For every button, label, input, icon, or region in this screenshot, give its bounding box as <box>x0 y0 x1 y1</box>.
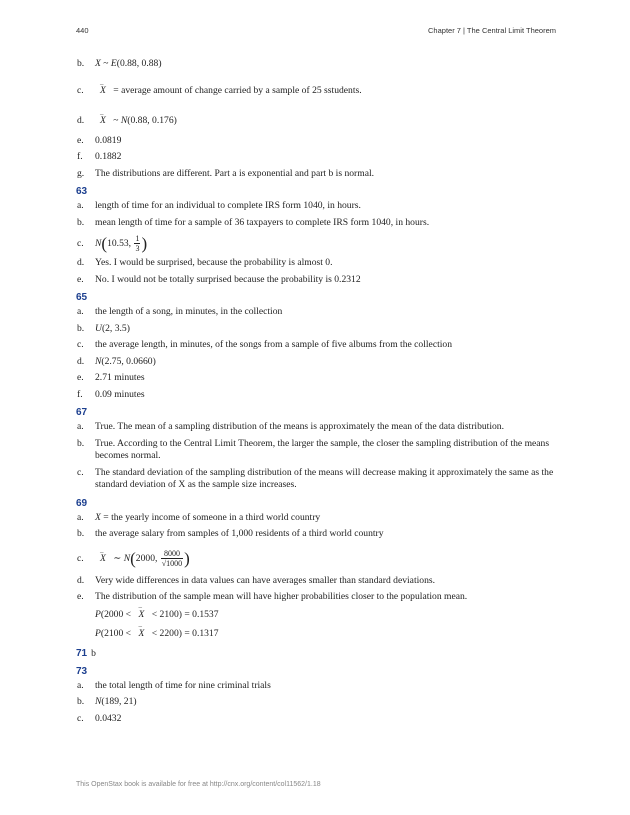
chapter-title: Chapter 7 | The Central Limit Theorem <box>428 26 556 35</box>
x-bar-symbol: – X <box>133 608 149 621</box>
answer-item: c. – X = average amount of change carried by a sample of 25 sstudents. <box>76 75 556 101</box>
answer-item: b. X ~ E(0.88, 0.88) <box>77 58 162 69</box>
answer-item: g. The distributions are different. Part a is exponential and part b is normal. <box>77 167 375 179</box>
answer-item: d. Yes. I would be surprised, because the probability is almost 0. <box>77 257 333 268</box>
x-bar-symbol: – X <box>95 111 111 131</box>
question-number: 71 b <box>76 647 96 659</box>
answer-item: b. True. According to the Central Limit Theorem, the larger the sample, the closer the sampling distribution of the means becomes normal. <box>77 437 550 461</box>
fraction: $\frac{1}{3}$ <box>135 234 140 254</box>
question-number: 65 <box>76 292 88 303</box>
answer-item: a. True. The mean of a sampling distribution of the means is approximately the mean of the data distribution. <box>77 421 504 432</box>
probability-line: P(2000 < – X < 2100) = 0.1537 <box>76 608 556 621</box>
x-bar-symbol: – X <box>133 627 149 640</box>
answer-item: c. The standard deviation of the sampling distribution of the means will decrease making it approximately the same as the standard deviation of X as the sample size increases. <box>77 466 554 490</box>
answer-item: c. – X ∼ N(2000, $\frac{8000}{√1000}$ ) <box>76 545 556 571</box>
answer-text: b <box>91 647 96 659</box>
answer-content <box>76 58 556 729</box>
answer-item: d. – X ~ N(0.88, 0.176) <box>76 105 556 131</box>
question-number: 73 <box>76 665 88 677</box>
answer-item: c. N(10.53, $\frac{1}{3}$ ) <box>77 233 148 254</box>
fraction: $\frac{8000}{√1000}$ <box>161 548 183 568</box>
answer-item: b. mean length of time for a sample of 36 taxpayers to complete IRS form 1040, in hours. <box>77 216 430 228</box>
answer-item: d. Very wide differences in data values can have averages smaller than standard deviations. <box>77 574 435 586</box>
answer-item: b. N(189, 21) <box>77 696 137 707</box>
question-number: 67 <box>76 407 88 418</box>
answer-item: a. the total length of time for nine criminal trials <box>77 679 271 691</box>
answer-item: a. the length of a song, in minutes, in the collection <box>77 306 283 317</box>
answer-item: f. 0.09 minutes <box>77 388 145 400</box>
question-number: 69 <box>76 497 88 509</box>
answer-item: c. 0.0432 <box>77 712 122 724</box>
answer-item: a. X = the yearly income of someone in a third world country <box>77 511 321 523</box>
answer-item: e. No. I would not be totally surprised because the probability is 0.2312 <box>77 273 361 285</box>
page-number: 440 <box>76 26 89 35</box>
answer-item: d. N(2.75, 0.0660) <box>77 355 156 367</box>
answer-item: f. 0.1882 <box>77 151 122 162</box>
answer-item: e. The distribution of the sample mean will have higher probabilities closer to the population mean. <box>77 591 468 602</box>
answer-item: b. U(2, 3.5) <box>77 322 130 334</box>
x-bar-symbol: – X <box>95 547 111 571</box>
probability-line: P(2100 < – X < 2200) = 0.1317 <box>76 627 556 640</box>
footer-note: This OpenStax book is available for free at http://cnx.org/content/col11562/1.18 <box>76 781 321 788</box>
answer-item: b. the average salary from samples of 1,000 residents of a third world country <box>77 528 384 539</box>
answer-item: e. 0.0819 <box>77 134 122 146</box>
answer-item: c. the average length, in minutes, of the songs from a sample of five albums from the collection <box>77 339 453 350</box>
answer-item: e. 2.71 minutes <box>77 372 145 383</box>
x-bar-symbol: – X <box>95 81 111 101</box>
answer-item: a. length of time for an individual to complete IRS form 1040, in hours. <box>77 200 361 211</box>
question-number: 63 <box>76 186 88 197</box>
